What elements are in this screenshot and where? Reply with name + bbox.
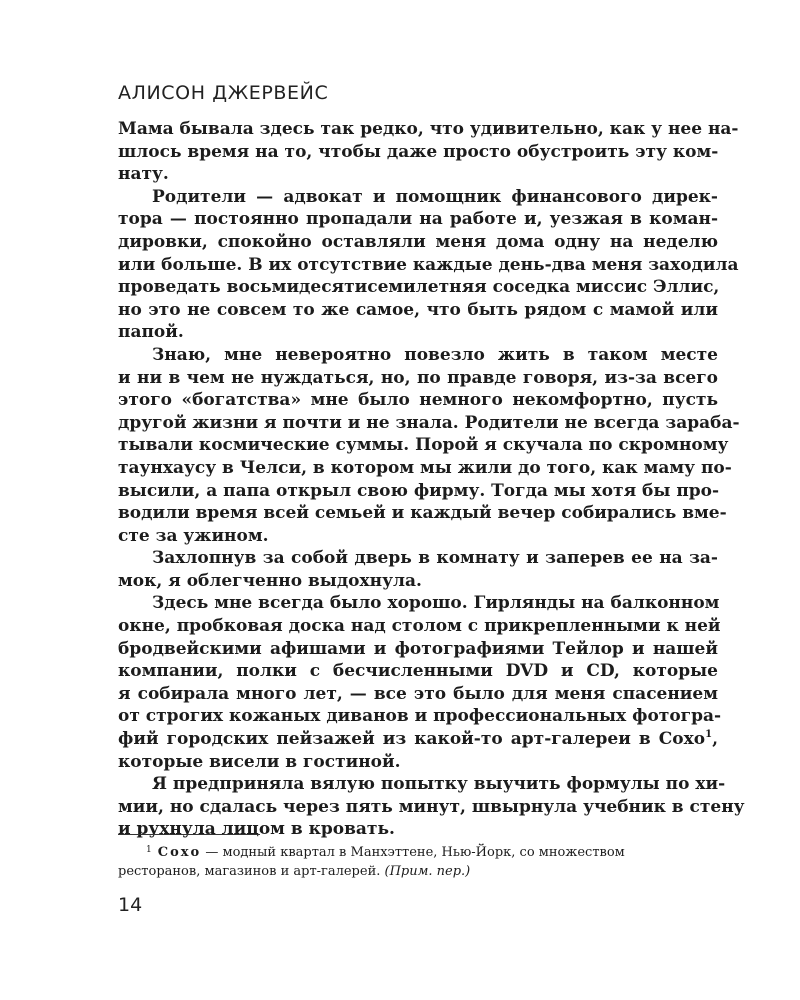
text-line: тора — постоянно пропадали на работе и, уезжая в коман- <box>118 209 718 230</box>
text-line: этого «богатства» мне было немного некомфортно, пусть <box>118 390 718 411</box>
text-line: нату. <box>118 164 169 185</box>
text-line: Здесь мне всегда было хорошо. Гирлянды на балконном <box>152 593 720 614</box>
footnote-term: Сохо <box>157 845 202 860</box>
footnote <box>118 841 718 881</box>
text-line: тывали космические суммы. Порой я скучала по скромному <box>118 435 729 456</box>
text-line: мок, я облегченно выдохнула. <box>118 570 422 591</box>
text-line: и ни в чем не нуждаться, но, по правде говоря, из-за всего <box>118 367 718 388</box>
text-line: Знаю, мне невероятно повезло жить в таком месте <box>152 344 718 365</box>
text-line: но это не совсем то же самое, что быть рядом с мамой или <box>118 299 718 320</box>
running-head: АЛИСОН ДЖЕРВЕЙС <box>118 82 329 104</box>
text-line: Родители — адвокат и помощник финансового дирек- <box>152 186 718 207</box>
text-line: и рухнула лицом в кровать. <box>118 819 395 840</box>
text-line: другой жизни я почти и не знала. Родители не всегда зараба- <box>118 412 740 433</box>
text-line: сте за ужином. <box>118 525 269 546</box>
text-line: компании, полки с бесчисленными DVD и CD, которые <box>118 661 718 682</box>
text-line: водили время всей семьей и каждый вечер собирались вме- <box>118 503 727 524</box>
text-line: дировки, спокойно оставляли меня дома одну на неделю <box>118 231 718 252</box>
text-line: проведать восьмидесятисемилетняя соседка миссис Эллис, <box>118 277 720 298</box>
text-line: высили, а папа открыл свою фирму. Тогда мы хотя бы про- <box>118 480 720 501</box>
text-line: Захлопнув за собой дверь в комнату и заперев ее на за- <box>152 548 718 569</box>
text-line: от строгих кожаных диванов и профессиональных фотогра- <box>118 706 722 727</box>
footnote-mark: 1 <box>146 845 152 855</box>
footnote-divider <box>118 834 260 835</box>
text-line-with-footnote-ref <box>118 728 718 751</box>
text-line: Мама бывала здесь так редко, что удивительно, как у нее на- <box>118 119 739 139</box>
footnote-text: — модный квартал в Манхэттене, Нью-Йорк, со множеством <box>201 845 625 860</box>
text-segment: , <box>712 729 718 750</box>
footnote-line <box>118 841 718 862</box>
body-text <box>118 118 745 841</box>
text-line: бродвейскими афишами и фотографиями Тейлор и нашей <box>118 638 718 659</box>
page-number: 14 <box>118 894 143 916</box>
text-line: или больше. В их отсутствие каждые день-два меня заходила <box>118 254 739 275</box>
footnote-reference[interactable]: 1 <box>705 729 713 741</box>
text-line: шлось время на то, чтобы даже просто обустроить эту ком- <box>118 141 719 162</box>
text-line: я собирала много лет, — все это было для меня спасением <box>118 683 718 704</box>
translator-note: (Прим. пер.) <box>384 864 471 879</box>
text-segment: фий городских пейзажей из какой-то арт-галереи в Сохо <box>118 729 706 750</box>
text-line: Я предприняла вялую попытку выучить формулы по хи- <box>152 774 726 795</box>
text-line: папой. <box>118 322 184 343</box>
footnote-line <box>118 862 718 881</box>
footnote-text: ресторанов, магазинов и арт-галерей. <box>118 864 385 879</box>
text-line: таунхаусу в Челси, в котором мы жили до того, как маму по- <box>118 457 732 478</box>
text-line: которые висели в гостиной. <box>118 751 401 772</box>
text-line: окне, пробковая доска над столом с прикрепленными к ней <box>118 616 721 637</box>
text-line: мии, но сдалась через пять минут, швырнула учебник в стену <box>118 796 745 817</box>
